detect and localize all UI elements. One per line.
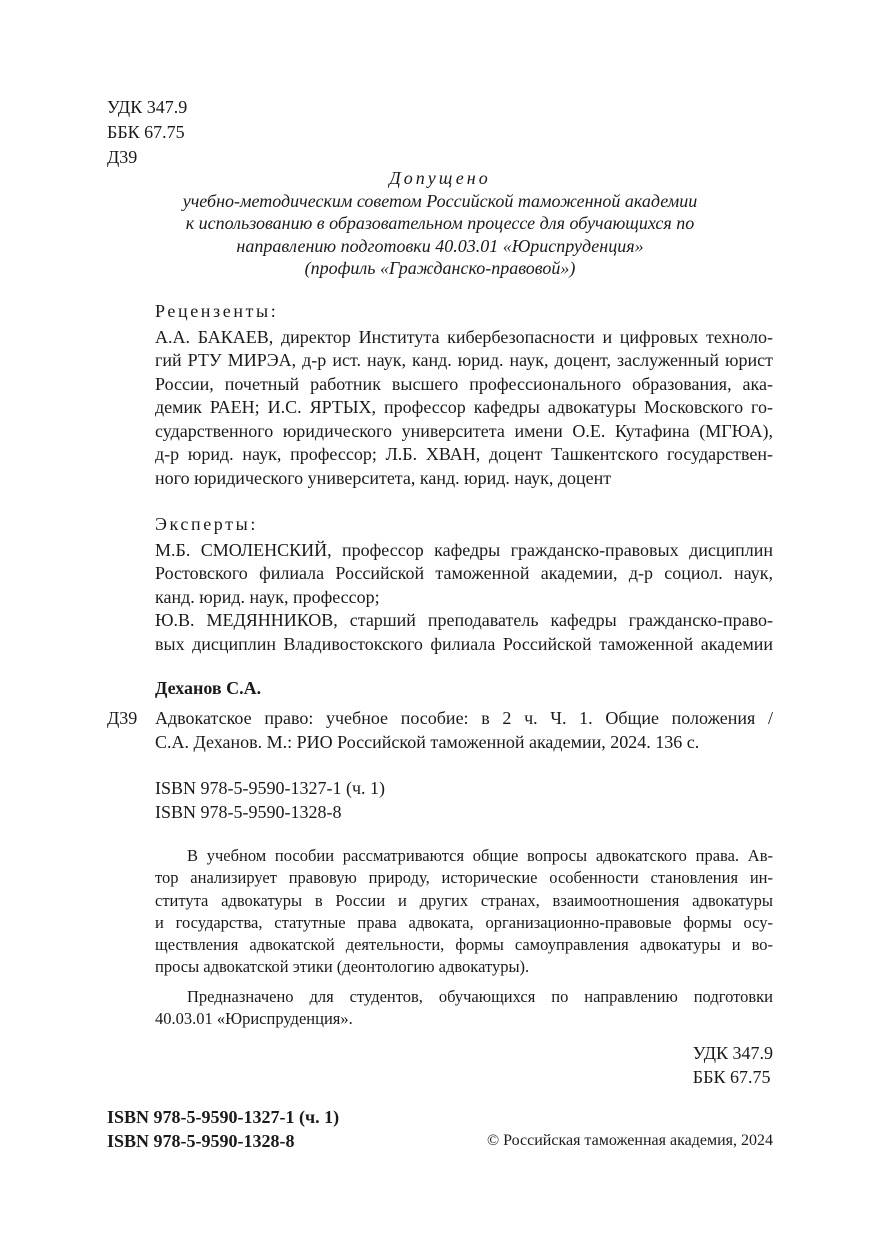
abstract-line: Предназначено для студентов, обучающихся по направлению подготовки [187, 986, 773, 1006]
reviewers-section [155, 300, 773, 490]
reviewers-line: сударственного юридического университета имени О.Е. Кутафина (МГЮА), [155, 420, 773, 441]
footer-isbn-part-1: ISBN 978-5-9590-1327-1 (ч. 1) [107, 1107, 340, 1127]
abstract-line: тор анализирует правовую природу, исторические особенности становления ин- [155, 868, 773, 888]
isbn-set: ISBN 978-5-9590-1328-8 [155, 802, 342, 822]
book-mark: Д39 [107, 708, 138, 728]
footer-isbns [107, 1105, 339, 1153]
reviewers-line: гий РТУ МИРЭА, д-р ист. наук, канд. юрид. наук, доцент, заслуженный юрист [155, 350, 773, 370]
reviewers-heading: Рецензенты: [155, 301, 279, 321]
experts-line: Ю.В. МЕДЯННИКОВ, старший преподаватель кафедры гражданско-право- [155, 610, 773, 630]
approval-line: направлению подготовки 40.03.01 «Юриспруденция» [236, 235, 644, 256]
book-bibliographic-record [155, 706, 773, 754]
bbk-code: ББК 67.75 [107, 122, 185, 142]
reviewers-line: России, почетный работник высшего профессионального образования, ака- [155, 373, 773, 394]
book-author: Деханов С.А. [155, 678, 262, 698]
approval-line: к использованию в образовательном процессе для обучающихся по [185, 213, 695, 233]
abstract-line: и государства, статутные права адвоката, организационно-правовые формы осу- [155, 912, 773, 932]
reviewers-line: демик РАЕН; И.С. ЯРТЫХ, профессор кафедры адвокатуры Московского го- [155, 397, 773, 417]
experts-line: вых дисциплин Владивостокского филиала Российской таможенной академии [155, 633, 773, 654]
abstract-line: ществления адвокатской деятельности, формы самоуправления адвокатуры и во- [155, 935, 773, 955]
bibliographic-line: Адвокатское право: учебное пособие: в 2 ч. Ч. 1. Общие положения / [155, 708, 773, 728]
abstract [155, 845, 773, 1030]
footer-codes [693, 1041, 773, 1089]
approval-line: (профиль «Гражданско-правовой») [304, 258, 576, 278]
footer-udk: УДК 347.9 [692, 1043, 773, 1063]
approval-heading: Допущено [389, 168, 491, 188]
author-mark: Д39 [107, 147, 138, 167]
abstract-line: просы адвокатской этики (деонтологию адвокатуры). [155, 957, 530, 977]
abstract-line: ститута адвокатуры в России и других странах, взаимоотношения адвокатуры [155, 890, 773, 910]
experts-line: канд. юрид. наук, профессор; [155, 586, 380, 607]
approval-line: учебно-методическим советом Российской таможенной академии [182, 190, 698, 211]
approval-statement [150, 167, 730, 280]
experts-line: Ростовского филиала Российской таможенной академии, д-р социол. наук, [155, 563, 773, 583]
copyright-notice: © Российская таможенная академия, 2024 [486, 1132, 773, 1149]
isbn-part-1: ISBN 978-5-9590-1327-1 (ч. 1) [155, 778, 386, 798]
reviewers-line: д-р юрид. наук, профессор; Л.Б. ХВАН, доцент Ташкентского государствен- [155, 444, 773, 464]
footer-isbn-set: ISBN 978-5-9590-1328-8 [107, 1131, 295, 1151]
experts-heading: Эксперты: [155, 514, 258, 534]
reviewers-line: А.А. БАКАЕВ, директор Института кибербезопасности и цифровых техноло- [155, 326, 773, 347]
book-isbns [155, 776, 385, 824]
footer-bbk: ББК 67.75 [692, 1067, 771, 1087]
experts-line: М.Б. СМОЛЕНСКИЙ, профессор кафедры гражданско-правовых дисциплин [155, 539, 773, 560]
classification-codes [107, 95, 187, 170]
udk-code: УДК 347.9 [107, 97, 188, 117]
experts-section [155, 513, 773, 656]
abstract-line: 40.03.01 «Юриспруденция». [155, 1009, 353, 1029]
bibliographic-line: С.А. Деханов. М.: РИО Российской таможенной академии, 2024. 136 с. [155, 732, 700, 752]
reviewers-line: ного юридического университета, канд. юрид. наук, доцент [155, 467, 612, 488]
abstract-line: В учебном пособии рассматриваются общие вопросы адвокатского права. Ав- [187, 846, 773, 865]
